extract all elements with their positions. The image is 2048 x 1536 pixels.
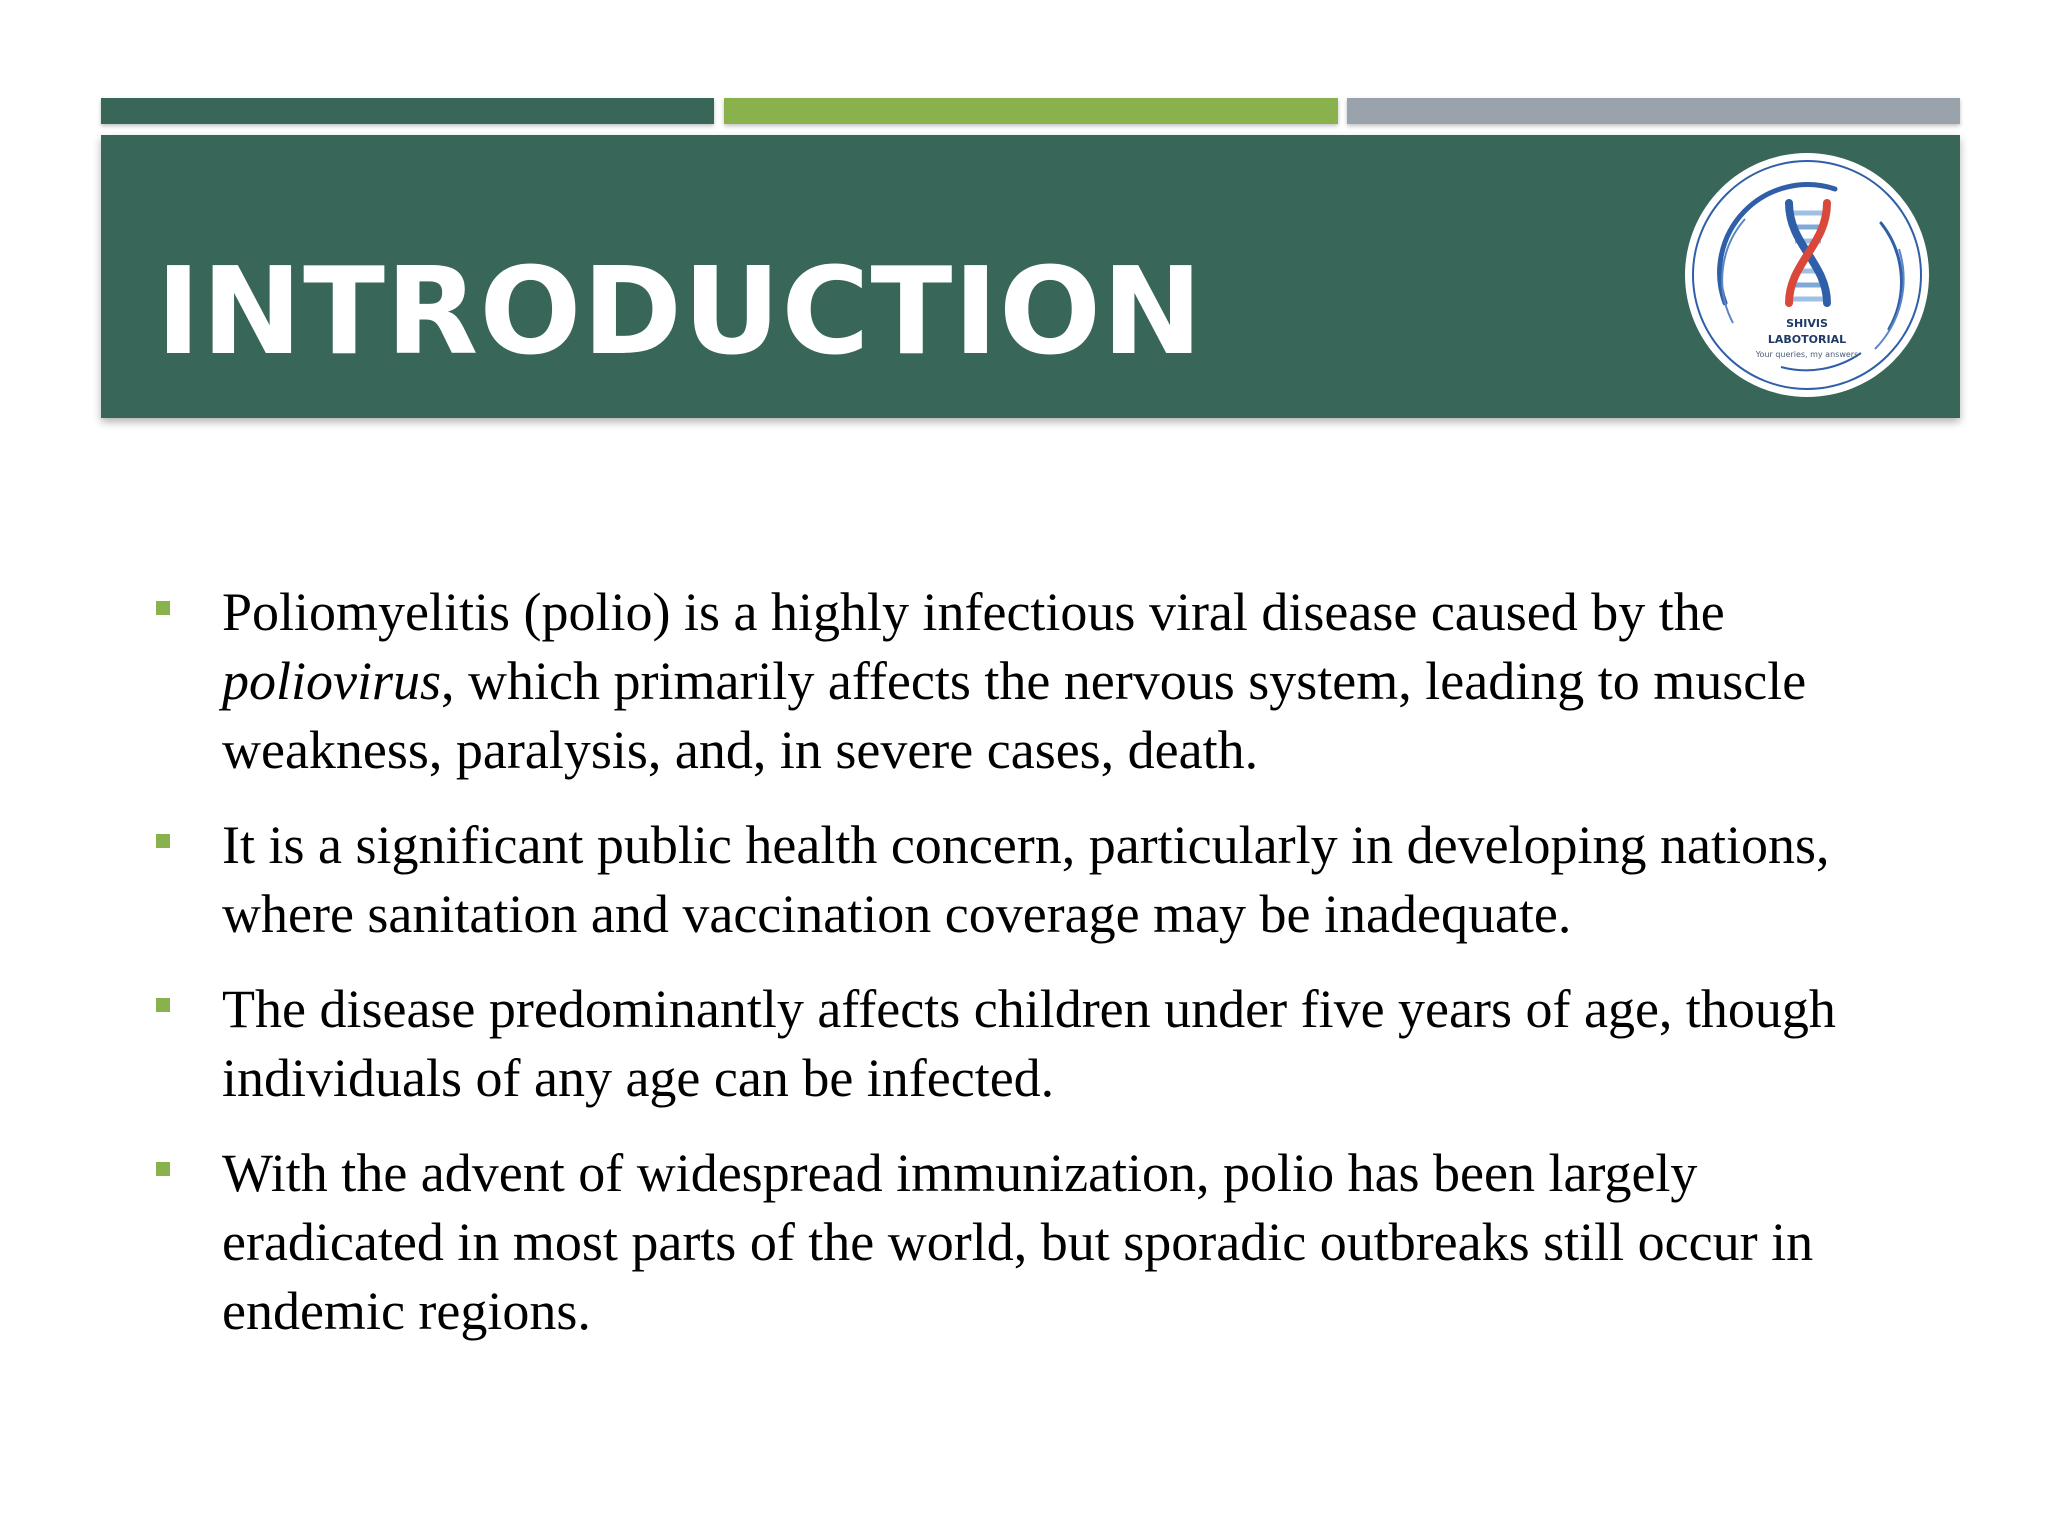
bullet-square-icon [156, 1162, 170, 1176]
bullet-square-icon [156, 998, 170, 1012]
logo-name-line2: LABOTORIAL [1767, 333, 1847, 346]
bullet-item-3 [150, 975, 1930, 1113]
bullet-item-4 [150, 1139, 1930, 1346]
bullet-content [150, 578, 1930, 1372]
bullet-2-text: It is a significant public health concern, particularly in developing nations, where sanitation and vaccination coverage may be inadequate. [222, 815, 1830, 944]
accent-bar-dark-green [101, 98, 714, 124]
logo-name-line1: SHIVIS [1786, 317, 1828, 330]
dna-helix-icon [1685, 153, 1929, 397]
title-band [101, 135, 1960, 418]
bullet-list [150, 578, 1930, 1346]
bullet-square-icon [156, 601, 170, 615]
accent-bar-gray [1347, 98, 1960, 124]
bullet-square-icon [156, 834, 170, 848]
bullet-1-italic-term: poliovirus [222, 651, 442, 711]
bullet-item-2 [150, 811, 1930, 949]
bullet-1-text-a: Poliomyelitis (polio) is a highly infectious viral disease caused by the [222, 582, 1725, 642]
bullet-1-text-b: , which primarily affects the nervous system, leading to muscle weakness, paralysis, and, in severe cases, death. [222, 651, 1807, 780]
accent-bar-light-green [724, 98, 1338, 124]
shivis-labotorial-logo [1685, 153, 1929, 397]
slide-title: INTRODUCTION [156, 243, 1204, 382]
bullet-item-1 [150, 578, 1930, 785]
bullet-4-text: With the advent of widespread immunization, polio has been largely eradicated in most parts of the world, but sporadic outbreaks still occur in endemic regions. [222, 1143, 1814, 1341]
logo-tagline: Your queries, my answers [1755, 350, 1859, 359]
bullet-3-text: The disease predominantly affects children under five years of age, though individuals of any age can be infected. [222, 979, 1836, 1108]
